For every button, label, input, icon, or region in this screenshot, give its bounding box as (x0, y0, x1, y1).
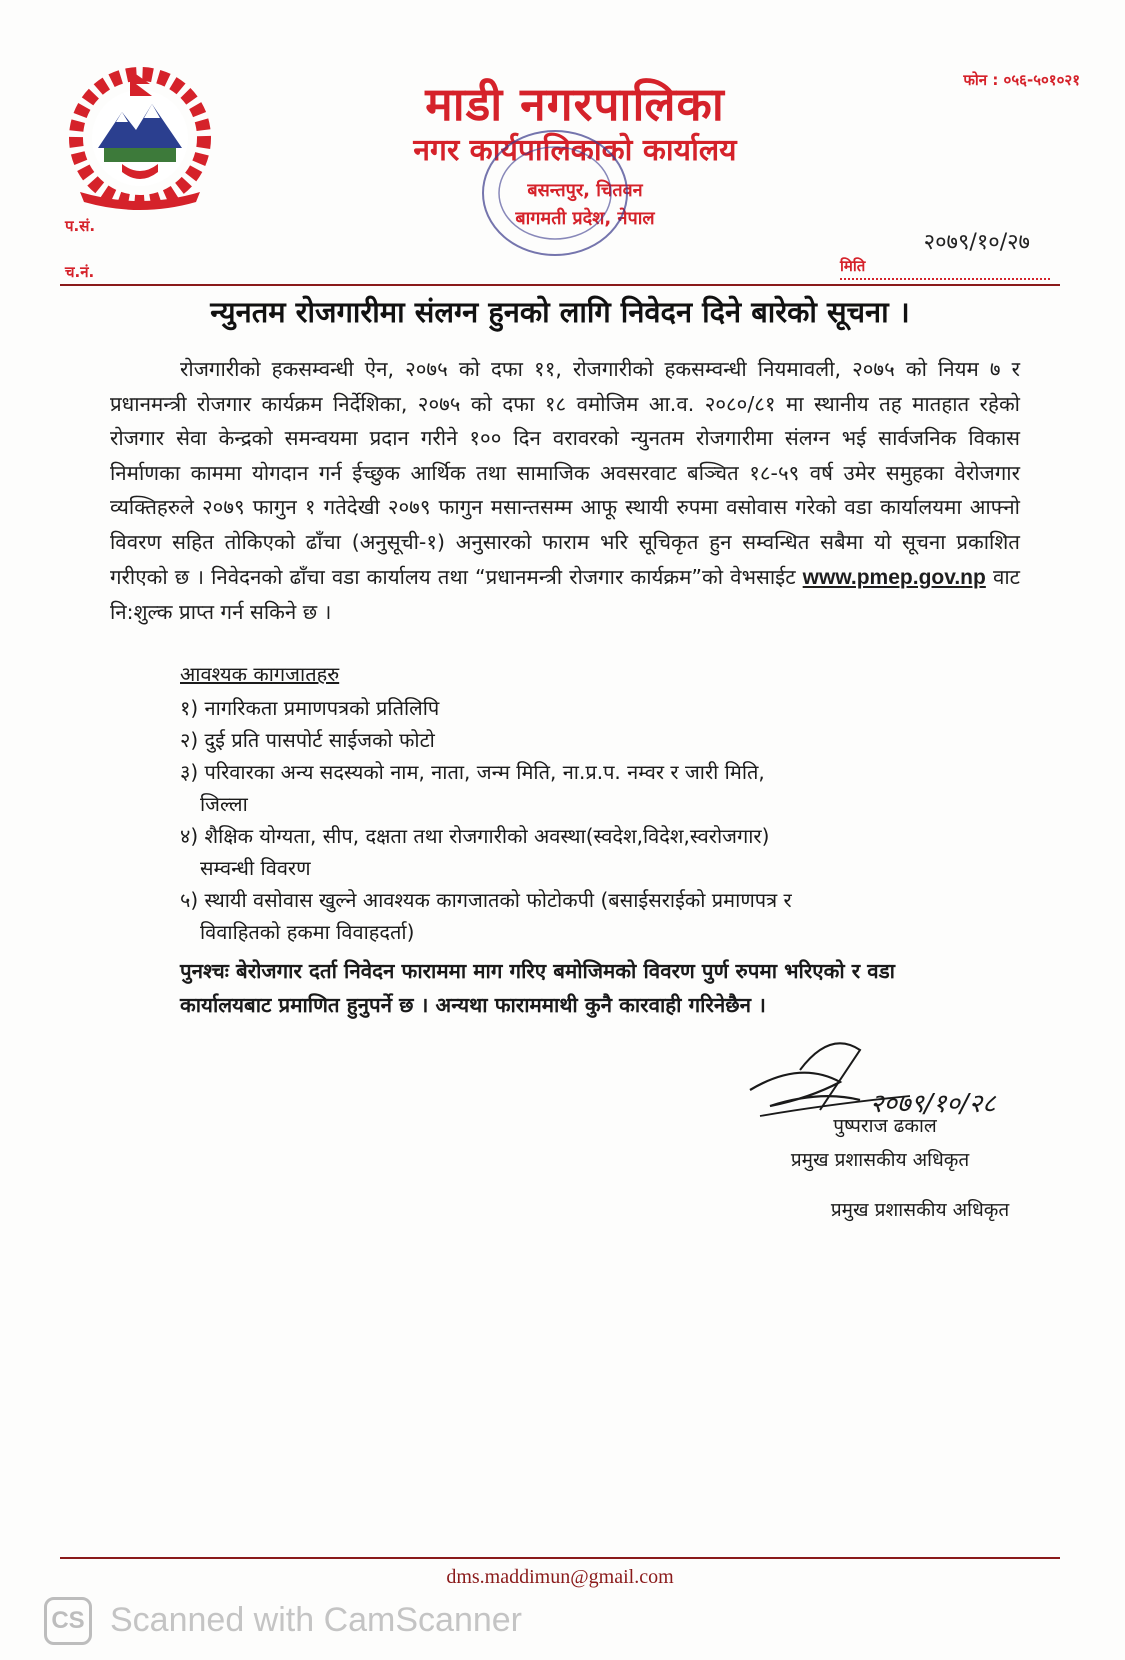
signatory-name: पुष्पराज ढकाल (833, 1115, 937, 1137)
signatory-title-repeat: प्रमुख प्रशासकीय अधिकृत (830, 1199, 1010, 1221)
postscript-note: पुनश्चः बेरोजगार दर्ता निवेदन फाराममा माग गरिए बमोजिमको विवरण पुर्ण रुपमा भरिएको र वडा कार्यालयबाट प्रमाणित हुनुपर्ने छ । अन्यथा फाराममाथी कुनै कारवाही गरिनेछैन । (180, 959, 895, 1017)
notice-body (110, 352, 1020, 630)
letter-date: २०७९/१०/२७ (923, 230, 1030, 255)
camscanner-text: Scanned with CamScanner (110, 1601, 523, 1639)
footer-email[interactable]: dms.maddimun@gmail.com (446, 1566, 674, 1588)
list-item-text: ४) शैक्षिक योग्यता, सीप, दक्षता तथा रोजगारीको अवस्था(स्वदेश,विदेश,स्वरोजगार) (180, 824, 770, 848)
municipality-name: माडी नगरपालिका (425, 77, 725, 131)
camscanner-logo-icon: CS (44, 1597, 92, 1645)
notice-title: न्युनतम रोजगारीमा संलग्न हुनको लागि निवेदन दिने बारेको सूचना । (210, 295, 910, 329)
address-line-1: बसन्तपुर, चितवन (527, 180, 643, 201)
signature-date: २०७९/१०/२८ (870, 1089, 996, 1119)
reference-number-label: प.सं. (65, 217, 96, 235)
list-item (180, 724, 1000, 756)
signatory-title: प्रमुख प्रशासकीय अधिकृत (790, 1149, 970, 1171)
office-stamp-icon (470, 118, 640, 268)
dispatch-number-label: च.नं. (65, 263, 95, 281)
list-item-text: ५) स्थायी वसोवास खुल्ने आवश्यक कागजातको फोटोकपी (बसाईसराईको प्रमाणपत्र र (180, 888, 792, 912)
required-documents-list (180, 692, 1000, 948)
website-link[interactable]: www.pmep.gov.np (802, 565, 986, 589)
address-line-2: बागमती प्रदेश, नेपाल (515, 208, 655, 229)
list-item (180, 756, 1000, 820)
required-documents-heading: आवश्यक कागजातहरु (180, 662, 340, 686)
list-item (180, 692, 1000, 724)
list-item-text: १) नागरिकता प्रमाणपत्रको प्रतिलिपि (180, 696, 440, 720)
list-item-continuation: जिल्ला (200, 792, 248, 816)
list-item (180, 884, 1000, 948)
list-item-text: २) दुई प्रति पासपोर्ट साईजको फोटो (180, 728, 435, 752)
notice-body-tail: वाट नि:शुल्क प्राप्त गर्न सकिने छ । (110, 564, 1020, 625)
footer-divider (60, 1557, 1060, 1559)
notice-body-text: रोजगारीको हकसम्वन्धी ऐन, २०७५ को दफा ११, रोजगारीको हकसम्वन्धी नियमावली, २०७५ को नियम ७ र प्रधानमन्त्री रोजगार कार्यक्रम निर्देशिका, २०७५ को दफा १८ वमोजिम आ.व. २०८०/८१ मा स्थानीय तह मातहात रहेको रोजगार सेवा केन्द्रको समन्वयमा प्रदान गरीने १०० दिन वरावरको न्युनतम रोजगारीमा संलग्न भई सार्वजनिक विकास निर्माणका काममा योगदान गर्न ईच्छुक आर्थिक तथा सामाजिक अवसरवाट बञ्चित १८-५९ वर्ष उमेर समुहका वेरोजगार व्यक्तिहरुले २०७९ फागुन १ गतेदेखी २०७९ फागुन मसान्तसम्म आफू स्थायी रुपमा वसोवास गरेको वडा कार्यालयमा आफ्नो विवरण सहित तोकिएको ढाँचा (अनुसूची-१) अनुसारको फाराम भरि सूचिकृत हुन सम्वन्धित सबैमा यो सूचना प्रकाशित गरीएको छ । निवेदनको ढाँचा वडा कार्यालय तथा “प्रधानमन्त्री रोजगार कार्यक्रम”को वेभसाईट (110, 357, 1020, 589)
office-name: नगर कार्यपालिकाको कार्यालय (413, 133, 737, 168)
phone-number: फोन : ०५६-५०१०२१ (963, 71, 1080, 89)
date-label: मिति (840, 256, 1050, 280)
list-item (180, 820, 1000, 884)
nepal-emblem-icon (60, 60, 220, 210)
list-item-continuation: विवाहितको हकमा विवाहदर्ता) (200, 920, 415, 944)
header-divider (60, 284, 1060, 286)
list-item-text: ३) परिवारका अन्य सदस्यको नाम, नाता, जन्म मिति, ना.प्र.प. नम्वर र जारी मिति, (180, 760, 765, 784)
list-item-continuation: सम्वन्धी विवरण (200, 856, 311, 880)
